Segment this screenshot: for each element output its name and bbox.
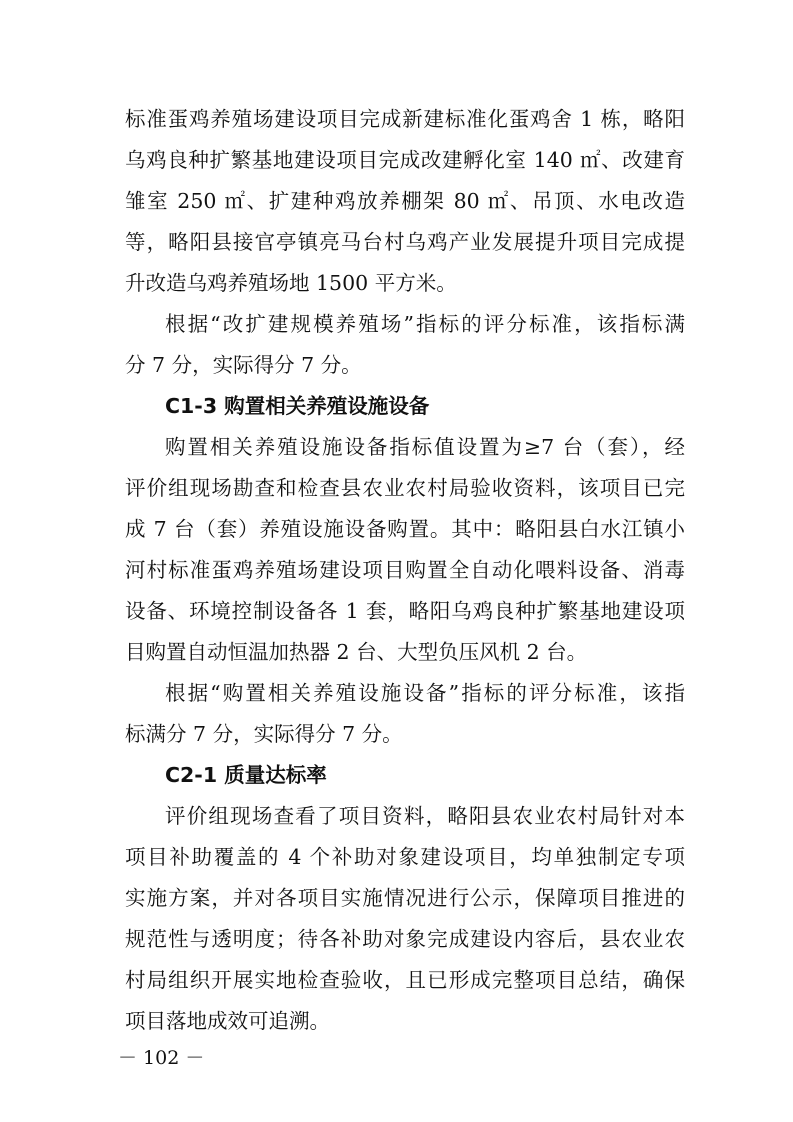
paragraph-line: 规范性与透明度；待各补助对象完成建设内容后，县农业农 — [125, 927, 685, 951]
paragraph-line: 标满分 7 分，实际得分 7 分。 — [125, 722, 403, 746]
paragraph-line: 购置相关养殖设施设备指标值设置为≥7 台（套），经 — [165, 435, 685, 459]
paragraph-line: 村局组织开展实地检查验收，且已形成完整项目总结，确保 — [125, 968, 685, 992]
paragraph-line: 评价组现场查看了项目资料，略阳县农业农村局针对本 — [165, 804, 685, 828]
section-heading: C2-1 质量达标率 — [165, 763, 327, 787]
paragraph-line: 项目落地成效可追溯。 — [125, 1009, 330, 1033]
paragraph-line: 根据“改扩建规模养殖场”指标的评分标准，该指标满 — [165, 312, 685, 336]
paragraph-line: 设备、环境控制设备各 1 套，略阳乌鸡良种扩繁基地建设项 — [125, 599, 685, 623]
paragraph-line: 实施方案，并对各项目实施情况进行公示，保障项目推进的 — [125, 886, 685, 910]
section-heading: C1-3 购置相关养殖设施设备 — [165, 394, 430, 418]
paragraph-line: 河村标准蛋鸡养殖场建设项目购置全自动化喂料设备、消毒 — [125, 558, 685, 582]
paragraph-line: 乌鸡良种扩繁基地建设项目完成改建孵化室 140 ㎡、改建育 — [125, 148, 685, 172]
paragraph-line: 分 7 分，实际得分 7 分。 — [125, 353, 362, 377]
paragraph-line: 项目补助覆盖的 4 个补助对象建设项目，均单独制定专项 — [125, 845, 685, 869]
paragraph-line: 根据“购置相关养殖设施设备”指标的评分标准，该指 — [165, 681, 685, 705]
paragraph-line: 雏室 250 ㎡、扩建种鸡放养棚架 80 ㎡、吊顶、水电改造 — [125, 189, 685, 213]
paragraph-line: 评价组现场勘查和检查县农业农村局验收资料，该项目已完 — [125, 476, 685, 500]
page-number: － 102 － — [118, 1047, 205, 1069]
paragraph-line: 等，略阳县接官亭镇亮马台村乌鸡产业发展提升项目完成提 — [125, 230, 685, 254]
paragraph-line: 目购置自动恒温加热器 2 台、大型负压风机 2 台。 — [125, 640, 588, 664]
paragraph-line: 标准蛋鸡养殖场建设项目完成新建标准化蛋鸡舍 1 栋，略阳 — [125, 107, 685, 131]
paragraph-line: 升改造乌鸡养殖场地 1500 平方米。 — [125, 271, 457, 295]
paragraph-line: 成 7 台（套）养殖设施设备购置。其中：略阳县白水江镇小 — [125, 517, 685, 541]
